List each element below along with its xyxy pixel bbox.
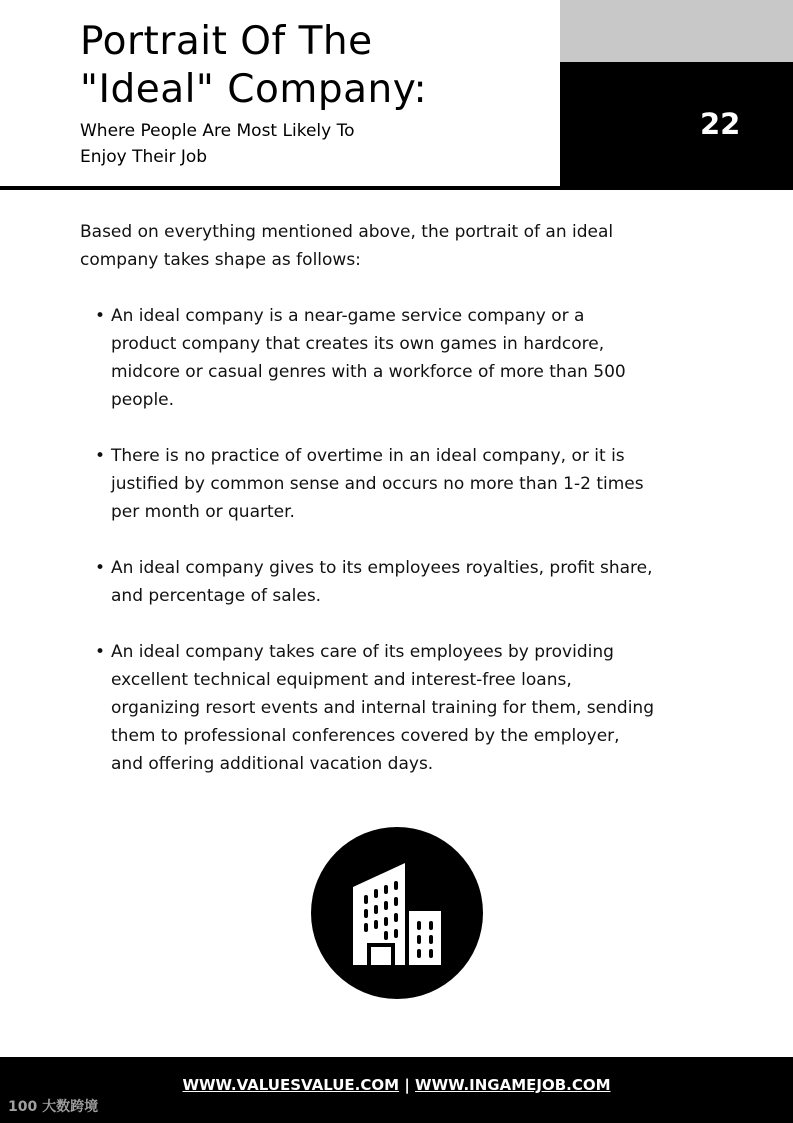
bullet-1-line-4: people. xyxy=(111,390,175,410)
bullet-marker: • xyxy=(95,446,106,466)
bullet-2-line-3: per month or quarter. xyxy=(111,502,295,522)
subtitle-line-2: Enjoy Their Job xyxy=(80,147,208,167)
bullet-2-line-1: There is no practice of overtime in an ideal company, or it is xyxy=(111,446,625,466)
intro-line-2: company takes shape as follows: xyxy=(80,250,361,270)
bullet-marker: • xyxy=(95,642,106,662)
page-number: 22 xyxy=(700,107,741,141)
watermark: 100 大数跨境 xyxy=(8,1099,99,1115)
bullet-4-line-1: An ideal company takes care of its employees by providing xyxy=(111,642,614,662)
bullet-4-line-5: and offering additional vacation days. xyxy=(111,754,434,774)
bullet-list xyxy=(80,302,720,806)
title-line-2: "Ideal" Company: xyxy=(80,67,428,112)
footer-links xyxy=(0,1071,793,1099)
footer-separator: | xyxy=(404,1076,410,1094)
bullet-marker: • xyxy=(95,558,106,578)
valuesvalue-link[interactable]: WWW.VALUESVALUE.COM xyxy=(182,1076,400,1094)
ingamejob-link[interactable]: WWW.INGAMEJOB.COM xyxy=(415,1076,611,1094)
header-divider xyxy=(0,186,560,190)
bullet-3-line-1: An ideal company gives to its employees royalties, profit share, xyxy=(111,558,653,578)
bullet-4-line-4: them to professional conferences covered by the employer, xyxy=(111,726,620,746)
bullet-marker: • xyxy=(95,306,106,326)
bullet-item-4 xyxy=(80,638,720,778)
bullet-1-line-1: An ideal company is a near-game service company or a xyxy=(111,306,585,326)
page-footer xyxy=(0,1057,793,1123)
bullet-2-line-2: justified by common sense and occurs no more than 1-2 times xyxy=(111,474,644,494)
intro-line-1: Based on everything mentioned above, the portrait of an ideal xyxy=(80,222,614,242)
bullet-3-line-2: and percentage of sales. xyxy=(111,586,322,606)
header-gray-block xyxy=(560,0,793,62)
page-title xyxy=(80,18,427,114)
subtitle-line-1: Where People Are Most Likely To xyxy=(80,121,355,141)
bullet-item-3 xyxy=(80,554,720,610)
bullet-item-2 xyxy=(80,442,720,526)
bullet-1-line-2: product company that creates its own games in hardcore, xyxy=(111,334,605,354)
bullet-4-line-2: excellent technical equipment and interest-free loans, xyxy=(111,670,572,690)
title-line-1: Portrait Of The xyxy=(80,19,373,64)
office-buildings-icon xyxy=(311,827,483,999)
bullet-item-1 xyxy=(80,302,720,414)
bullet-4-line-3: organizing resort events and internal training for them, sending xyxy=(111,698,654,718)
bullet-1-line-3: midcore or casual genres with a workforce of more than 500 xyxy=(111,362,626,382)
intro-paragraph xyxy=(80,218,720,274)
page-header xyxy=(0,0,793,190)
page-subtitle xyxy=(80,118,540,170)
